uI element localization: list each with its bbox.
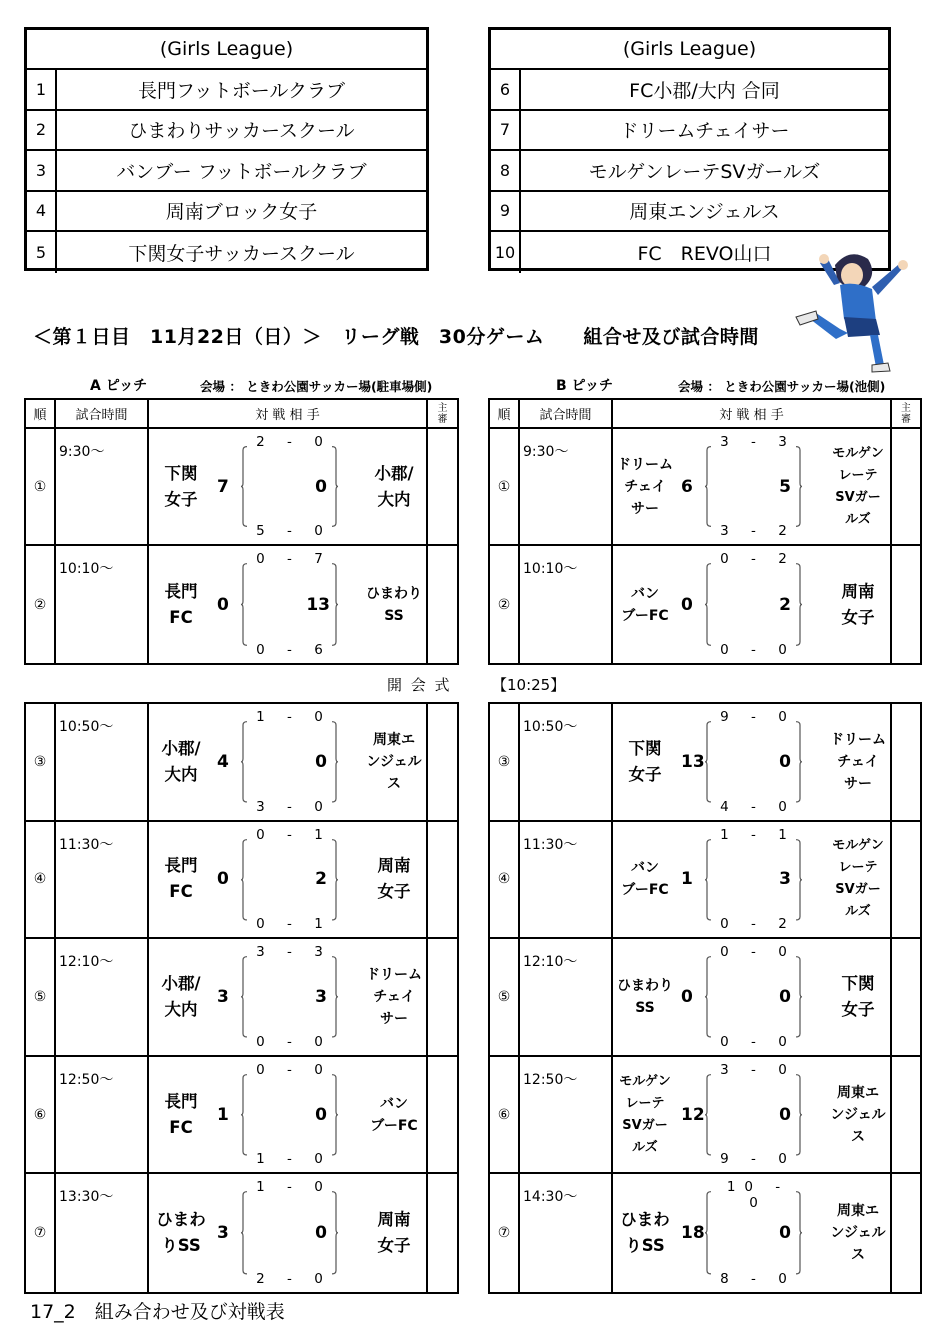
home-team: バン ブーFC bbox=[621, 860, 669, 899]
team-number: 2 bbox=[27, 111, 57, 150]
pitch-a-label: A ピッチ bbox=[90, 378, 148, 394]
match-row bbox=[490, 822, 920, 940]
match-time-cell bbox=[56, 1057, 149, 1173]
host-cell bbox=[428, 1174, 457, 1292]
league-header: (Girls League) bbox=[491, 30, 888, 70]
match-row bbox=[26, 429, 457, 546]
match-cell bbox=[149, 429, 428, 544]
second-half-score: 0 - 1 bbox=[256, 916, 332, 933]
match-row bbox=[26, 1057, 457, 1175]
home-score: 12 bbox=[681, 1104, 705, 1125]
home-score: 3 bbox=[217, 1223, 229, 1244]
team-name: ひまわりサッカースクール bbox=[128, 120, 355, 143]
match-time-cell bbox=[520, 939, 613, 1055]
team-number: 6 bbox=[491, 70, 521, 109]
team-name: モルゲンレーテSVガールズ bbox=[588, 160, 821, 183]
home-team: 長門 FC bbox=[164, 581, 198, 627]
team-number: 4 bbox=[27, 192, 57, 231]
match-number: ④ bbox=[26, 822, 56, 938]
schedule-a-top bbox=[24, 398, 459, 665]
match-time: 9:30～ bbox=[523, 444, 569, 460]
header-host bbox=[892, 400, 920, 427]
away-score: 0 bbox=[779, 751, 791, 772]
home-team: バン ブーFC bbox=[621, 585, 669, 624]
match-row bbox=[490, 1057, 920, 1175]
second-half-score: 0 - 0 bbox=[256, 1033, 332, 1050]
match-number: ⑤ bbox=[490, 939, 520, 1055]
match-time: 12:10～ bbox=[523, 954, 578, 971]
match-row bbox=[26, 546, 457, 663]
host-cell bbox=[892, 1174, 920, 1292]
team-name: FC小郡/大内 合同 bbox=[629, 79, 780, 102]
match-time-cell bbox=[56, 429, 149, 544]
away-team: 周東エ ンジェル ス bbox=[366, 731, 422, 792]
away-score: 0 bbox=[315, 1104, 327, 1125]
home-team: 長門 FC bbox=[164, 856, 198, 902]
match-number: ⑤ bbox=[26, 939, 56, 1055]
match-number: ③ bbox=[490, 704, 520, 820]
match-cell bbox=[613, 704, 892, 820]
first-half-score: 3 - 0 bbox=[720, 1061, 796, 1078]
away-team: 下関 女子 bbox=[841, 973, 875, 1019]
home-score: 7 bbox=[217, 476, 229, 497]
away-team: ドリーム チェイ サー bbox=[366, 966, 422, 1027]
host-cell bbox=[892, 704, 920, 820]
host-cell bbox=[892, 546, 920, 663]
second-half-score: 4 - 0 bbox=[720, 798, 796, 815]
home-score: 0 bbox=[681, 986, 693, 1007]
away-score: 0 bbox=[315, 751, 327, 772]
first-half-score: 0 - 1 bbox=[256, 826, 332, 843]
first-half-score: 9 - 0 bbox=[720, 709, 796, 725]
team-number: 3 bbox=[27, 151, 57, 190]
match-row bbox=[490, 546, 920, 663]
match-time: 10:10～ bbox=[523, 561, 578, 577]
match-time: 14:30～ bbox=[523, 1189, 578, 1206]
league-table-2 bbox=[488, 27, 891, 271]
match-number: ③ bbox=[26, 704, 56, 820]
match-cell bbox=[613, 546, 892, 663]
away-score: 0 bbox=[779, 1104, 791, 1125]
away-score: 0 bbox=[779, 986, 791, 1007]
match-time-cell bbox=[520, 1174, 613, 1292]
match-time-cell bbox=[56, 1174, 149, 1292]
second-half-score: 1 - 0 bbox=[256, 1151, 332, 1168]
first-half-score: 0 - 7 bbox=[256, 551, 332, 567]
home-team: 下関 女子 bbox=[164, 463, 198, 509]
home-score: 0 bbox=[681, 594, 693, 615]
match-row bbox=[26, 939, 457, 1057]
match-number: ① bbox=[490, 429, 520, 544]
league-row bbox=[491, 70, 888, 111]
away-team: 周南 女子 bbox=[377, 856, 411, 902]
first-half-score: 3 - 3 bbox=[256, 944, 332, 961]
soccer-player-mascot-image bbox=[790, 245, 915, 373]
schedule-b-bottom bbox=[488, 702, 922, 1294]
away-score: 5 bbox=[779, 476, 791, 497]
match-number: ⑥ bbox=[490, 1057, 520, 1173]
first-half-score: 1 - 1 bbox=[720, 826, 796, 843]
header-host-1: 主 bbox=[901, 402, 911, 414]
second-half-score: 0 - 0 bbox=[720, 1033, 796, 1050]
first-half-score: 0 - 2 bbox=[720, 551, 796, 567]
home-team: ひまわ りSS bbox=[156, 1210, 206, 1256]
match-time-cell bbox=[56, 704, 149, 820]
away-score: 0 bbox=[315, 476, 327, 497]
match-number: ⑦ bbox=[26, 1174, 56, 1292]
header-order: 順 bbox=[490, 400, 520, 427]
header-host-2: 審 bbox=[901, 413, 911, 425]
match-time-cell bbox=[56, 939, 149, 1055]
away-score: 3 bbox=[315, 986, 327, 1007]
match-row bbox=[26, 1174, 457, 1292]
team-number: 8 bbox=[491, 151, 521, 190]
match-time: 10:10～ bbox=[59, 561, 114, 577]
away-team: 周東エ ンジェル ス bbox=[830, 1203, 886, 1264]
home-score: 1 bbox=[217, 1104, 229, 1125]
page-footer: 17_2 組み合わせ及び対戦表 bbox=[30, 1301, 285, 1323]
team-number: 9 bbox=[491, 192, 521, 231]
header-match: 対 戦 相 手 bbox=[149, 400, 428, 427]
match-row bbox=[26, 822, 457, 940]
match-number: ⑦ bbox=[490, 1174, 520, 1292]
schedule-b-top bbox=[488, 398, 922, 665]
league-row bbox=[491, 151, 888, 192]
away-team: モルゲン レーテ SVガー ルズ bbox=[832, 838, 884, 920]
team-name: 長門フットボールクラブ bbox=[138, 79, 345, 102]
away-team: ひまわり SS bbox=[366, 585, 422, 624]
host-cell bbox=[428, 546, 457, 663]
team-name: バンブー フットボールクラブ bbox=[116, 160, 367, 183]
home-team: 下関 女子 bbox=[628, 738, 662, 784]
match-cell bbox=[149, 1174, 428, 1292]
match-row bbox=[26, 704, 457, 822]
match-time: 13:30～ bbox=[59, 1189, 114, 1206]
match-cell bbox=[613, 939, 892, 1055]
away-team: ドリーム チェイ サー bbox=[830, 731, 886, 792]
match-cell bbox=[613, 1174, 892, 1292]
away-team: バン ブーFC bbox=[370, 1095, 418, 1134]
match-time: 10:50～ bbox=[523, 719, 578, 735]
match-cell bbox=[613, 822, 892, 938]
match-number: ② bbox=[490, 546, 520, 663]
home-score: 3 bbox=[217, 986, 229, 1007]
league-row bbox=[27, 70, 426, 111]
team-number: 5 bbox=[27, 232, 57, 273]
match-number: ④ bbox=[490, 822, 520, 938]
match-cell bbox=[149, 822, 428, 938]
home-team: ひまわり SS bbox=[617, 977, 673, 1016]
pitch-b-venue: 会場 ： ときわ公園サッカー場(池側) bbox=[678, 379, 886, 394]
match-number: ① bbox=[26, 429, 56, 544]
first-half-score: 0 - 0 bbox=[720, 944, 796, 961]
host-cell bbox=[428, 939, 457, 1055]
home-team: ひまわ りSS bbox=[620, 1210, 670, 1256]
header-host bbox=[428, 400, 457, 427]
match-time: 12:50～ bbox=[59, 1071, 114, 1088]
second-half-score: 8 - 0 bbox=[720, 1270, 796, 1287]
away-team: 周東エ ンジェル ス bbox=[830, 1084, 886, 1145]
second-half-score: 2 - 0 bbox=[256, 1270, 332, 1287]
header-time: 試合時間 bbox=[56, 400, 149, 427]
match-cell bbox=[149, 704, 428, 820]
second-half-score: 3 - 2 bbox=[720, 523, 796, 539]
away-score: 0 bbox=[779, 1223, 791, 1244]
team-number: 7 bbox=[491, 111, 521, 150]
match-number: ⑥ bbox=[26, 1057, 56, 1173]
second-half-score: 0 - 2 bbox=[720, 916, 796, 933]
pitch-a-venue: 会場 ： ときわ公園サッカー場(駐車場側) bbox=[200, 379, 433, 394]
match-cell bbox=[149, 546, 428, 663]
first-half-score: 3 - 3 bbox=[720, 434, 796, 450]
home-team: 長門 FC bbox=[164, 1091, 198, 1137]
match-time: 12:10～ bbox=[59, 954, 114, 971]
schedule-a-bottom bbox=[24, 702, 459, 1294]
league-row bbox=[27, 232, 426, 273]
header-time: 試合時間 bbox=[520, 400, 613, 427]
first-half-score: 10 - 0 bbox=[726, 1179, 790, 1212]
second-half-score: 0 - 6 bbox=[256, 642, 332, 658]
header-host-1: 主 bbox=[437, 402, 448, 414]
host-cell bbox=[428, 1057, 457, 1173]
away-score: 0 bbox=[315, 1223, 327, 1244]
first-half-score: 2 - 0 bbox=[256, 434, 332, 450]
match-cell bbox=[613, 1057, 892, 1173]
match-time-cell bbox=[520, 822, 613, 938]
header-order: 順 bbox=[26, 400, 56, 427]
second-half-score: 5 - 0 bbox=[256, 523, 332, 539]
host-cell bbox=[892, 822, 920, 938]
away-score: 13 bbox=[306, 594, 330, 615]
match-cell bbox=[149, 1057, 428, 1173]
away-score: 2 bbox=[315, 869, 327, 890]
league-row bbox=[27, 151, 426, 192]
team-name: 周南ブロック女子 bbox=[165, 201, 318, 224]
schedule-header bbox=[490, 400, 920, 429]
host-cell bbox=[428, 429, 457, 544]
team-name: 周東エンジェルス bbox=[629, 201, 780, 224]
opening-ceremony-time: 【10:25】 bbox=[492, 676, 566, 694]
match-time: 10:50～ bbox=[59, 719, 114, 735]
home-score: 1 bbox=[681, 869, 693, 890]
home-team: ドリーム チェイ サー bbox=[617, 456, 673, 517]
league-header: (Girls League) bbox=[27, 30, 426, 70]
second-half-score: 9 - 0 bbox=[720, 1151, 796, 1168]
home-score: 13 bbox=[681, 751, 705, 772]
match-row bbox=[490, 704, 920, 822]
league-row bbox=[491, 192, 888, 233]
match-time-cell bbox=[520, 546, 613, 663]
second-half-score: 0 - 0 bbox=[720, 642, 796, 658]
away-score: 3 bbox=[779, 869, 791, 890]
match-cell bbox=[149, 939, 428, 1055]
host-cell bbox=[428, 822, 457, 938]
league-row bbox=[491, 111, 888, 152]
away-team: 小郡/ 大内 bbox=[374, 463, 414, 509]
away-team: モルゲン レーテ SVガー ルズ bbox=[832, 445, 884, 527]
host-cell bbox=[892, 429, 920, 544]
host-cell bbox=[892, 1057, 920, 1173]
team-name: ドリームチェイサー bbox=[619, 120, 790, 143]
home-team: 小郡/ 大内 bbox=[161, 973, 201, 1019]
host-cell bbox=[428, 704, 457, 820]
host-cell bbox=[892, 939, 920, 1055]
match-time: 9:30～ bbox=[59, 444, 105, 460]
home-score: 6 bbox=[681, 476, 693, 497]
home-team: 小郡/ 大内 bbox=[161, 738, 201, 784]
schedule-header bbox=[26, 400, 457, 429]
team-name: 下関女子サッカースクール bbox=[128, 242, 355, 265]
home-score: 0 bbox=[217, 869, 229, 890]
pitch-b-label: B ピッチ bbox=[556, 378, 613, 394]
away-team: 周南 女子 bbox=[377, 1210, 411, 1256]
league-row bbox=[27, 111, 426, 152]
team-name: FC REVO山口 bbox=[637, 242, 772, 265]
away-score: 2 bbox=[779, 594, 791, 615]
match-time-cell bbox=[56, 546, 149, 663]
first-half-score: 1 - 0 bbox=[256, 709, 332, 725]
match-time: 11:30～ bbox=[59, 836, 114, 853]
league-table-1 bbox=[24, 27, 429, 271]
match-row bbox=[490, 429, 920, 546]
league-row bbox=[27, 192, 426, 233]
match-time-cell bbox=[56, 822, 149, 938]
header-host-2: 審 bbox=[437, 413, 448, 425]
match-time-cell bbox=[520, 429, 613, 544]
team-number: 1 bbox=[27, 70, 57, 109]
second-half-score: 3 - 0 bbox=[256, 798, 332, 815]
header-match: 対 戦 相 手 bbox=[613, 400, 892, 427]
first-half-score: 0 - 0 bbox=[256, 1061, 332, 1078]
schedule-title: ＜第１日目 11月22日（日）＞ リーグ戦 30分ゲーム 組合せ及び試合時間 bbox=[33, 326, 759, 348]
home-score: 4 bbox=[217, 751, 229, 772]
match-row bbox=[490, 939, 920, 1057]
home-score: 0 bbox=[217, 594, 229, 615]
home-score: 18 bbox=[681, 1223, 705, 1244]
away-team: 周南 女子 bbox=[841, 581, 875, 627]
match-time: 11:30～ bbox=[523, 836, 578, 853]
team-number: 10 bbox=[491, 232, 521, 273]
first-half-score: 1 - 0 bbox=[256, 1179, 332, 1196]
match-number: ② bbox=[26, 546, 56, 663]
match-time-cell bbox=[520, 1057, 613, 1173]
match-row bbox=[490, 1174, 920, 1292]
opening-ceremony-label: 開 会 式 bbox=[387, 676, 452, 694]
match-cell bbox=[613, 429, 892, 544]
match-time-cell bbox=[520, 704, 613, 820]
home-team: モルゲン レーテ SVガー ルズ bbox=[619, 1073, 671, 1155]
match-time: 12:50～ bbox=[523, 1071, 578, 1088]
